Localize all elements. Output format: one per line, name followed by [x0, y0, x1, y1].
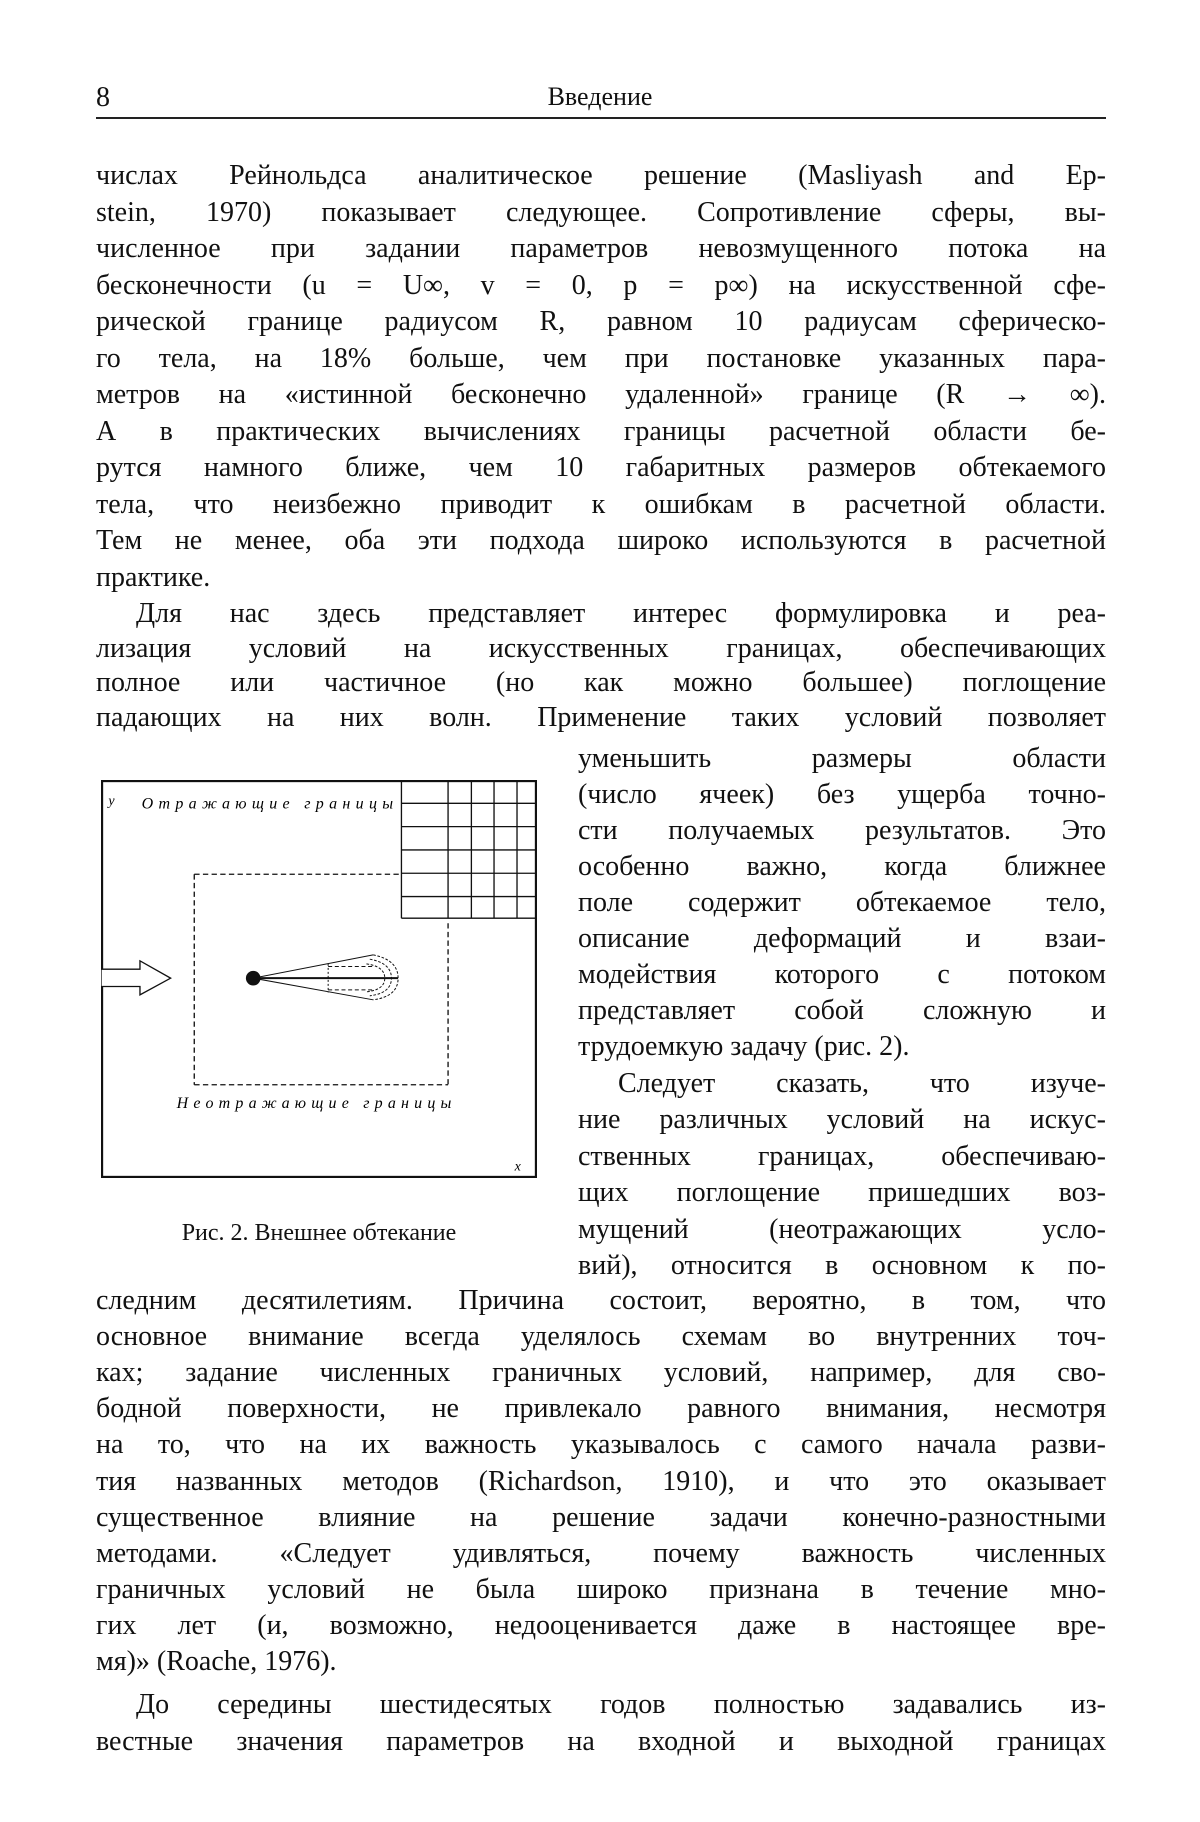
- page-number: 8: [96, 82, 110, 114]
- flow-arrow: [101, 961, 171, 995]
- text-line: вестные значения параметров на входной и выходной границах: [96, 1724, 1106, 1760]
- text-line: методами. «Следует удивляться, почему важность численных: [96, 1536, 1106, 1572]
- text-line: числах Рейнольдса аналитическое решение (Masliyash and Ep-: [96, 158, 1106, 194]
- text-line: гих лет (и, возможно, недооценивается даже в настоящее вре-: [96, 1608, 1106, 1644]
- text-line: практике.: [96, 560, 1106, 596]
- text-line: Следует сказать, что изуче-: [578, 1066, 1106, 1102]
- text-line: рутся намного ближе, чем 10 габаритных размеров обтекаемого: [96, 450, 1106, 486]
- text-line: ние различных условий на искус-: [578, 1102, 1106, 1138]
- text-line: падающих на них волн. Применение таких условий позволяет: [96, 700, 1106, 736]
- text-line: представляет собой сложную и: [578, 993, 1106, 1029]
- text-line: сти получаемых результатов. Это: [578, 813, 1106, 849]
- figure-caption: Рис. 2. Внешнее обтекание: [101, 1220, 537, 1247]
- text-line: граничных условий не была широко признана в течение мно-: [96, 1572, 1106, 1608]
- text-line: ственных границах, обеспечиваю-: [578, 1139, 1106, 1175]
- label-reflecting-boundaries: Отражающие границы: [142, 795, 394, 812]
- text-line: уменьшить размеры области: [578, 741, 1106, 777]
- text-line: (число ячеек) без ущерба точно-: [578, 777, 1106, 813]
- text-line: особенно важно, когда ближнее: [578, 849, 1106, 885]
- text-line: поле содержит обтекаемое тело,: [578, 885, 1106, 921]
- text-line: численное при задании параметров невозмущенного потока на: [96, 231, 1106, 267]
- text-line: мя)» (Roache, 1976).: [96, 1644, 1106, 1680]
- text-line: на то, что на их важность указывалось с самого начала разви-: [96, 1427, 1106, 1463]
- text-line: описание деформаций и взаи-: [578, 921, 1106, 957]
- axis-label-y: y: [106, 794, 115, 809]
- text-line: модействия которого с потоком: [578, 957, 1106, 993]
- text-line: следним десятилетиям. Причина состоит, вероятно, в том, что: [96, 1283, 1106, 1319]
- label-nonreflecting-boundaries: Неотражающие границы: [176, 1095, 452, 1112]
- header-rule: [96, 117, 1106, 119]
- text-line: лизация условий на искусственных границах, обеспечивающих: [96, 631, 1106, 667]
- figure-external-flow: [101, 780, 537, 1178]
- text-line: трудоемкую задачу (рис. 2).: [578, 1029, 1106, 1065]
- text-line: основное внимание всегда уделялось схемам во внутренних точ-: [96, 1319, 1106, 1355]
- text-line: тела, что неизбежно приводит к ошибкам в расчетной области.: [96, 487, 1106, 523]
- grid: [401, 781, 536, 918]
- dashed-boundary: [194, 874, 448, 1084]
- text-line: щих поглощение пришедших воз-: [578, 1175, 1106, 1211]
- text-line: полное или частичное (но как можно большее) поглощение: [96, 665, 1106, 701]
- text-line: А в практических вычислениях границы расчетной области бе-: [96, 414, 1106, 450]
- text-line: Тем не менее, оба эти подхода широко используются в расчетной: [96, 523, 1106, 559]
- text-line: вий), относится в основном к по-: [578, 1248, 1106, 1284]
- text-line: рической границе радиусом R, равном 10 радиусам сферическо-: [96, 304, 1106, 340]
- text-line: До середины шестидесятых годов полностью задавались из-: [96, 1687, 1106, 1723]
- text-line: тия названных методов (Richardson, 1910), и что это оказывает: [96, 1464, 1106, 1500]
- running-title: Введение: [0, 82, 1200, 112]
- text-line: существенное влияние на решение задачи конечно-разностными: [96, 1500, 1106, 1536]
- text-line: метров на «истинной бесконечно удаленной» границе (R → ∞).: [96, 377, 1106, 413]
- text-line: го тела, на 18% больше, чем при постановке указанных пара-: [96, 341, 1106, 377]
- text-line: бодной поверхности, не привлекало равного внимания, несмотря: [96, 1391, 1106, 1427]
- axis-label-x: x: [514, 1159, 522, 1174]
- text-line: бесконечности (u = U∞, v = 0, p = p∞) на искусственной сфе-: [96, 268, 1106, 304]
- body-and-wake: [246, 955, 398, 1000]
- text-line: stein, 1970) показывает следующее. Сопротивление сферы, вы-: [96, 195, 1106, 231]
- text-line: мущений (неотражающих усло-: [578, 1212, 1106, 1248]
- text-line: ках; задание численных граничных условий, например, для сво-: [96, 1355, 1106, 1391]
- text-line: Для нас здесь представляет интерес формулировка и реа-: [96, 596, 1106, 632]
